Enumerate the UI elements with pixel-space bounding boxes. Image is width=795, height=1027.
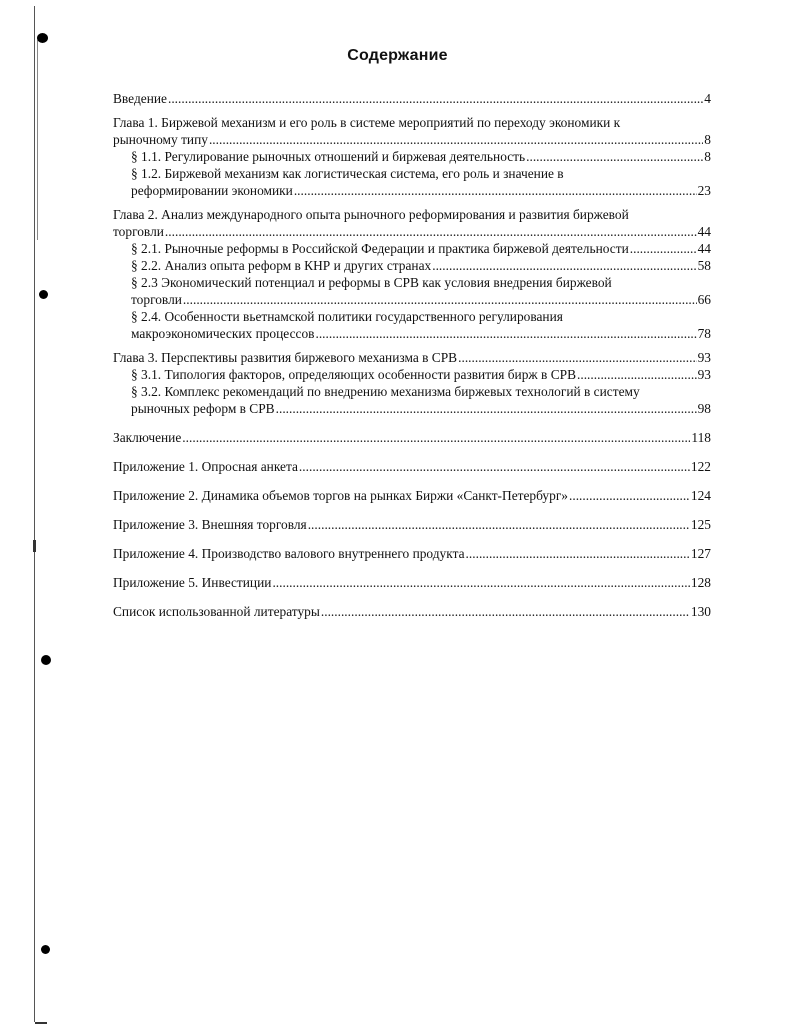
table-of-contents — [113, 90, 711, 620]
toc-subentry — [113, 308, 711, 342]
dot-leader — [165, 223, 697, 240]
toc-subentry — [113, 274, 711, 308]
toc-line — [131, 274, 711, 291]
toc-page-number: 58 — [697, 258, 711, 273]
scan-artifact-mark — [33, 540, 36, 552]
dot-leader — [294, 182, 697, 199]
toc-line — [113, 223, 711, 240]
toc-page-number: 66 — [697, 292, 711, 307]
toc-line — [113, 487, 711, 504]
toc-page-number: 118 — [691, 430, 711, 445]
toc-entry-text: Приложение 5. Инвестиции — [113, 575, 272, 590]
toc-line — [131, 240, 711, 257]
toc-entry-text: рыночному типу — [113, 132, 208, 147]
toc-line — [131, 400, 711, 417]
toc-entry-text: макроэкономических процессов — [131, 326, 315, 341]
dot-leader — [432, 257, 696, 274]
toc-entry-text: Приложение 4. Производство валового внутреннего продукта — [113, 546, 465, 561]
toc-page-number: 98 — [697, 401, 711, 416]
dot-leader — [299, 458, 690, 475]
toc-page-number: 93 — [697, 367, 711, 382]
toc-page-number: 128 — [690, 575, 711, 590]
toc-entry-text: Глава 1. Биржевой механизм и его роль в системе мероприятий по переходу экономики к — [113, 115, 621, 130]
binder-hole-mark — [41, 655, 51, 665]
toc-entry — [113, 458, 711, 475]
toc-page-number: 23 — [697, 183, 711, 198]
toc-entry-text: Заключение — [113, 430, 182, 445]
dot-leader — [209, 131, 703, 148]
dot-leader — [458, 349, 696, 366]
dot-leader — [526, 148, 703, 165]
binder-hole-mark — [41, 945, 50, 954]
toc-entry-text: торговли — [113, 224, 164, 239]
toc-entry-text: § 1.2. Биржевой механизм как логистическая система, его роль и значение в — [131, 166, 564, 181]
toc-entry — [113, 516, 711, 533]
toc-entry-text: § 3.2. Комплекс рекомендаций по внедрению механизма биржевых технологий в систему — [131, 384, 640, 399]
toc-line — [113, 458, 711, 475]
toc-entry-text: § 2.3 Экономический потенциал и реформы в СРВ как условия внедрения биржевой — [131, 275, 612, 290]
toc-subentry — [113, 165, 711, 199]
toc-entry-text: торговли — [131, 292, 182, 307]
toc-entry-text: § 2.2. Анализ опыта реформ в КНР и других странах — [131, 258, 432, 273]
toc-line — [113, 206, 711, 223]
dot-leader — [272, 574, 689, 591]
toc-page-number: 122 — [690, 459, 711, 474]
toc-line — [113, 429, 711, 446]
toc-line — [131, 383, 711, 400]
toc-page-number: 78 — [697, 326, 711, 341]
dot-leader — [321, 603, 690, 620]
toc-entry — [113, 114, 711, 148]
toc-entry — [113, 574, 711, 591]
toc-page-number: 8 — [704, 149, 711, 164]
dot-leader — [569, 487, 690, 504]
toc-line — [131, 366, 711, 383]
dot-leader — [182, 429, 690, 446]
dot-leader — [168, 90, 703, 107]
toc-entry — [113, 487, 711, 504]
toc-entry — [113, 206, 711, 240]
toc-entry — [113, 603, 711, 620]
toc-line — [131, 325, 711, 342]
toc-line — [131, 308, 711, 325]
scan-edge-line — [34, 6, 35, 1022]
toc-entry-text: Список использованной литературы — [113, 604, 320, 619]
toc-entry-text: Приложение 2. Динамика объемов торгов на рынках Биржи «Санкт-Петербург» — [113, 488, 569, 503]
toc-page-number: 127 — [690, 546, 711, 561]
toc-subentry — [113, 257, 711, 274]
toc-entry-text: Глава 2. Анализ международного опыта рыночного реформирования и развития биржевой — [113, 207, 629, 222]
toc-line — [113, 545, 711, 562]
dot-leader — [276, 400, 697, 417]
dot-leader — [183, 291, 697, 308]
toc-line — [131, 148, 711, 165]
toc-entry-text: Введение — [113, 91, 167, 106]
toc-entry-text: Приложение 3. Внешняя торговля — [113, 517, 307, 532]
toc-line — [113, 603, 711, 620]
toc-line — [131, 291, 711, 308]
toc-line — [113, 90, 711, 107]
toc-subentry — [113, 240, 711, 257]
toc-subentry — [113, 148, 711, 165]
toc-entry-text: Приложение 1. Опросная анкета — [113, 459, 298, 474]
toc-line — [113, 349, 711, 366]
toc-line — [113, 131, 711, 148]
page-title: Содержание — [347, 47, 448, 64]
toc-entry — [113, 349, 711, 366]
toc-line — [113, 516, 711, 533]
toc-page-number: 124 — [690, 488, 711, 503]
dot-leader — [308, 516, 690, 533]
toc-entry — [113, 90, 711, 107]
toc-page-number: 44 — [697, 241, 711, 256]
toc-entry-text: рыночных реформ в СРВ — [131, 401, 275, 416]
toc-page-number: 93 — [697, 350, 711, 365]
toc-line — [113, 114, 711, 131]
dot-leader — [315, 325, 696, 342]
toc-line — [131, 257, 711, 274]
toc-subentry — [113, 383, 711, 417]
toc-entry-text: § 1.1. Регулирование рыночных отношений и биржевая деятельность — [131, 149, 526, 164]
toc-entry-text: § 3.1. Типология факторов, определяющих особенности развития бирж в СРВ — [131, 367, 577, 382]
toc-entry — [113, 545, 711, 562]
toc-page-number: 44 — [697, 224, 711, 239]
dot-leader — [630, 240, 697, 257]
toc-line — [131, 182, 711, 199]
toc-subentry — [113, 366, 711, 383]
toc-line — [113, 574, 711, 591]
toc-entry-text: Глава 3. Перспективы развития биржевого механизма в СРВ — [113, 350, 458, 365]
dot-leader — [577, 366, 697, 383]
dot-leader — [466, 545, 690, 562]
scan-artifact-mark — [35, 1022, 47, 1024]
binder-hole-mark — [37, 33, 48, 43]
toc-page-number: 4 — [704, 91, 711, 106]
toc-entry-text: § 2.4. Особенности вьетнамской политики государственного регулирования — [131, 309, 563, 324]
binder-hole-mark — [39, 290, 48, 299]
scan-edge-line-secondary — [37, 40, 38, 240]
toc-entry-text: § 2.1. Рыночные реформы в Российской Федерации и практика биржевой деятельности — [131, 241, 629, 256]
toc-entry-text: реформировании экономики — [131, 183, 293, 198]
toc-line — [131, 165, 711, 182]
toc-page-number: 125 — [690, 517, 711, 532]
toc-page-number: 130 — [690, 604, 711, 619]
toc-entry — [113, 429, 711, 446]
toc-page-number: 8 — [704, 132, 711, 147]
